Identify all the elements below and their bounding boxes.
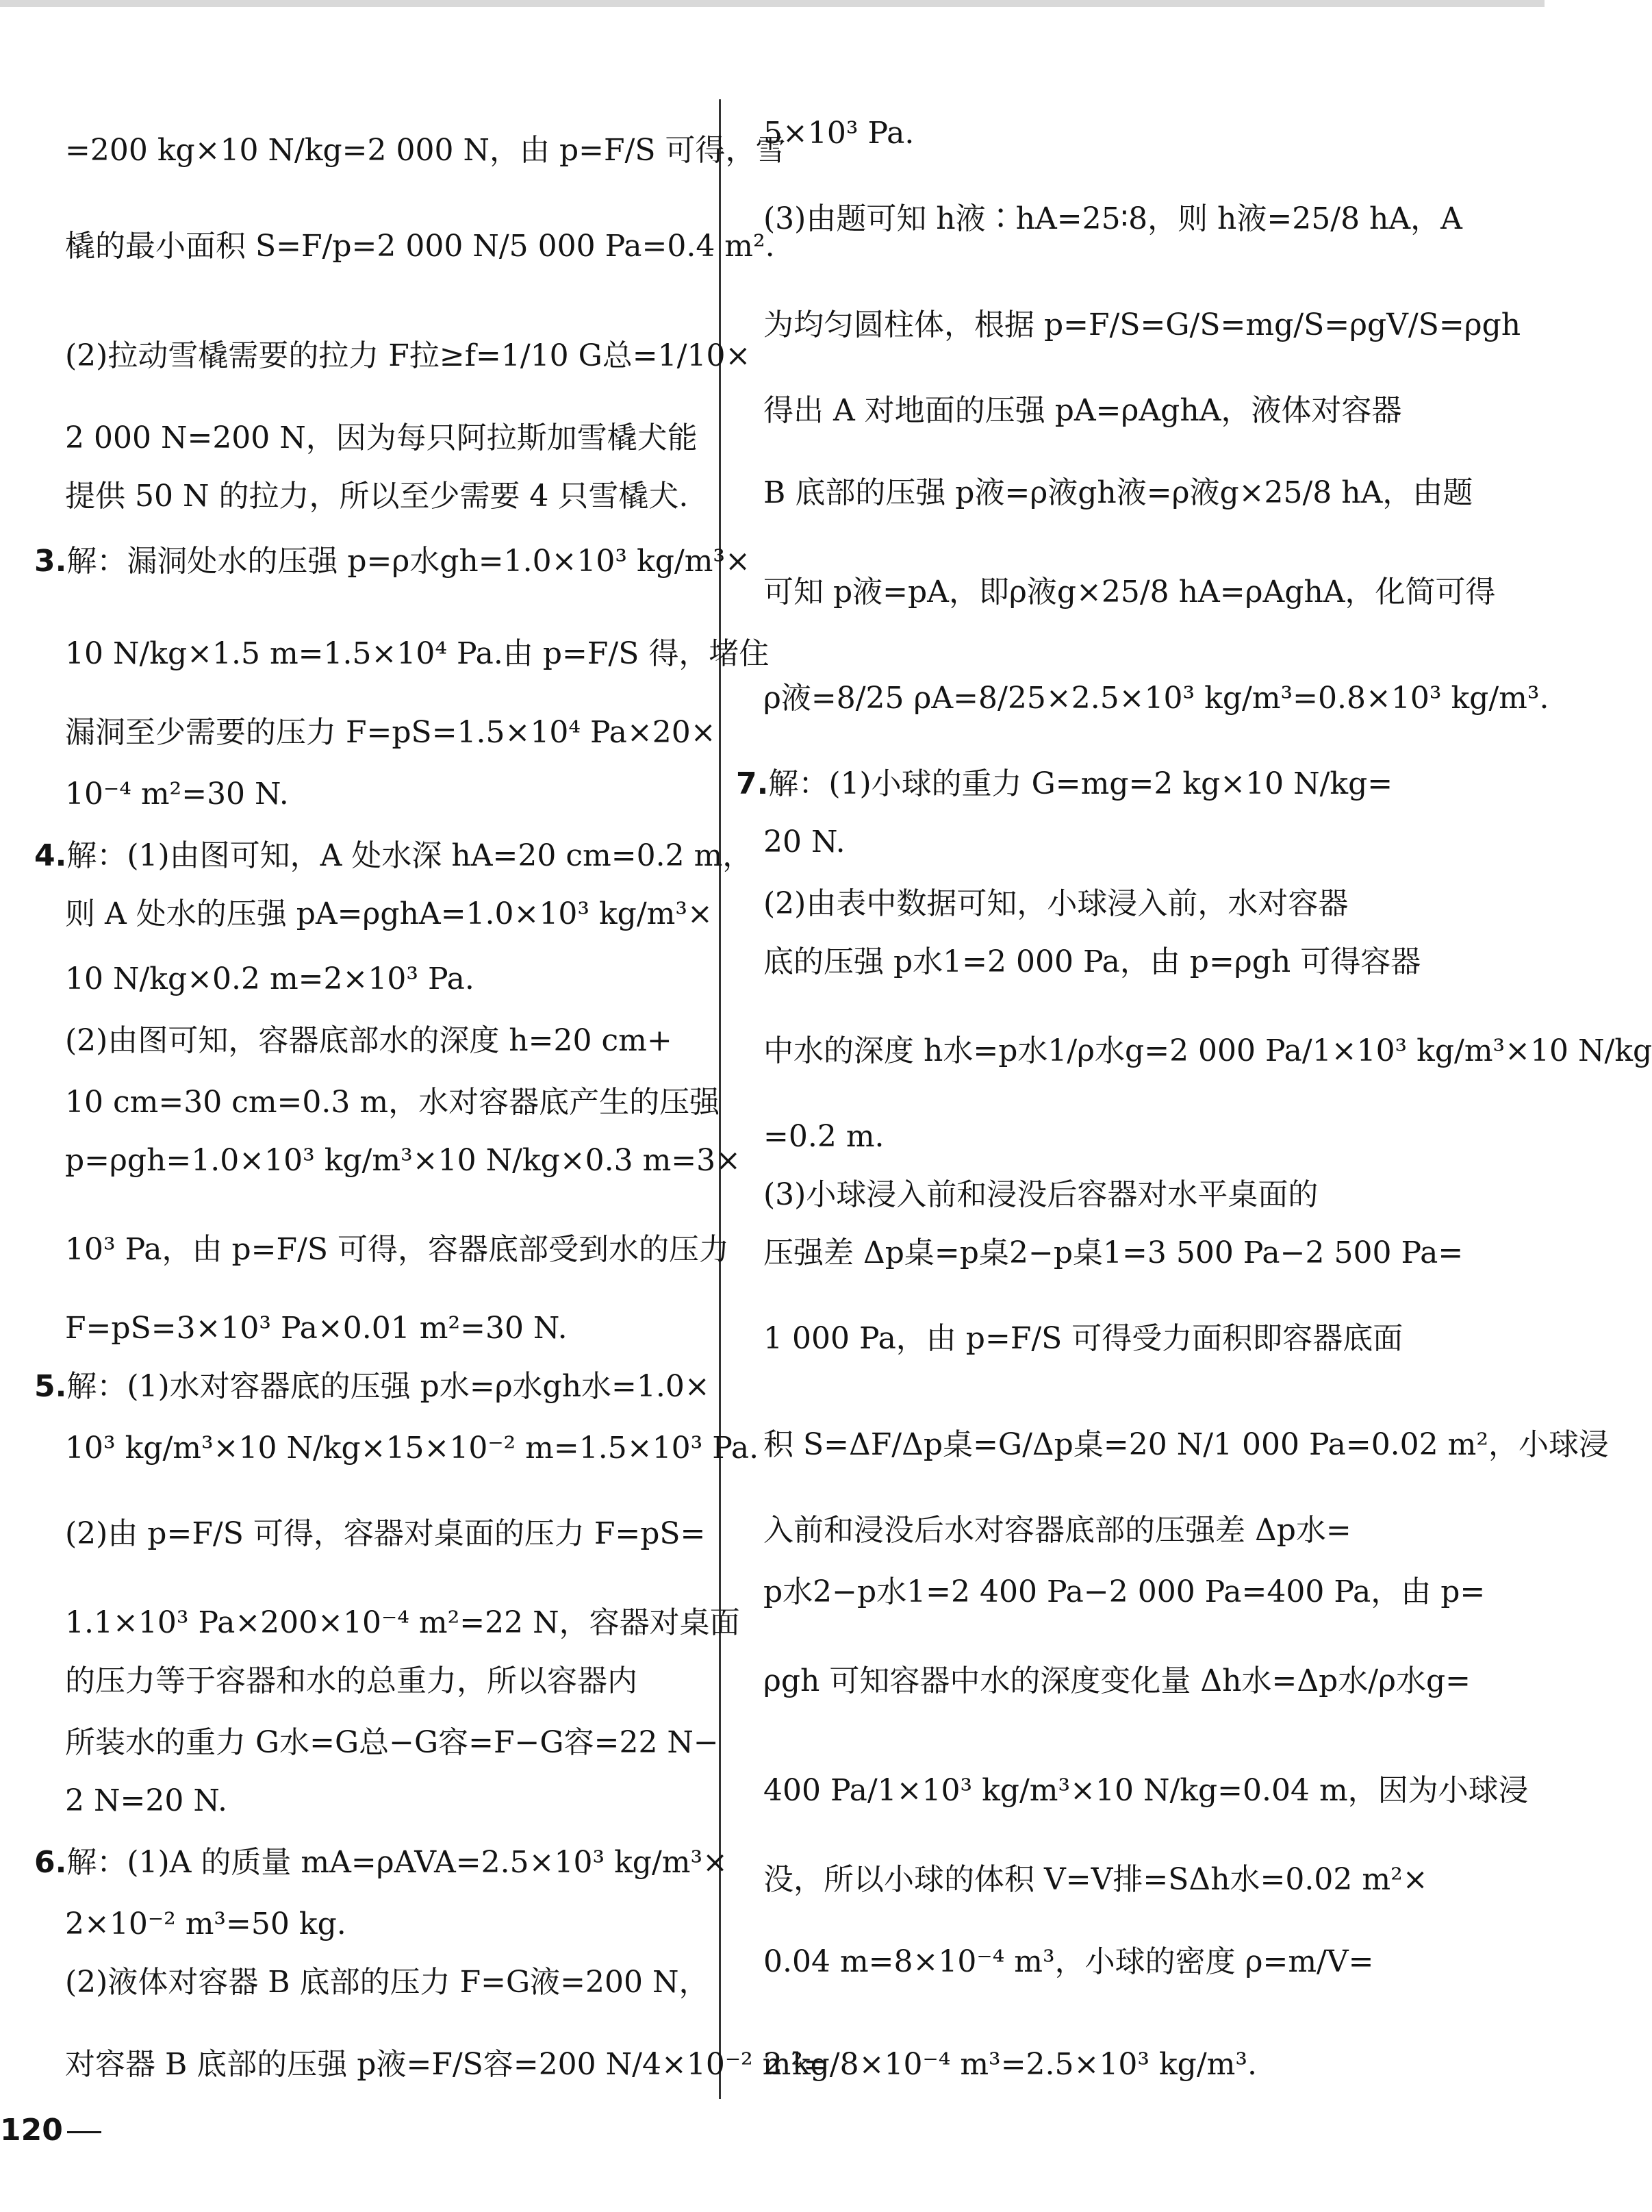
scan-top-edge	[0, 0, 1545, 7]
text-line	[65, 774, 289, 815]
text-line	[65, 1661, 637, 1702]
line-text: 橇的最小面积 S=F/p=2 000 N/5 000 Pa=0.4 m².	[65, 229, 775, 264]
line-text: 则 A 处水的压强 pA=ρghA=1.0×10³ kg/m³×	[65, 896, 713, 931]
line-text: 的压力等于容器和水的总重力，所以容器内	[65, 1663, 637, 1698]
line-text: 10³ Pa，由 p=F/S 可得，容器底部受到水的压力	[65, 1232, 729, 1267]
text-line	[65, 418, 698, 459]
line-text: 没，所以小球的体积 V=V排=SΔh水=0.02 m²×	[763, 1862, 1428, 1897]
text-line	[65, 1082, 720, 1123]
line-text: 解：(1)小球的重力 G=mg=2 kg×10 N/kg=	[768, 766, 1393, 801]
line-text: 提供 50 N 的拉力，所以至少需要 4 只雪橇犬.	[65, 479, 689, 514]
text-line	[65, 1904, 346, 1945]
line-text: 积 S=ΔF/Δp桌=G/Δp桌=20 N/1 000 Pa=0.02 m²，小球浸	[763, 1427, 1610, 1462]
line-text: 解：(1)水对容器底的压强 p水=ρ水gh水=1.0×	[66, 1369, 710, 1404]
line-text: 2 N=20 N.	[65, 1783, 227, 1818]
text-line	[763, 1859, 1428, 1900]
text-line	[65, 130, 785, 171]
line-text: 20 N.	[763, 825, 846, 859]
text-line	[34, 835, 752, 877]
text-line	[65, 1722, 719, 1763]
line-text: (2)由图可知，容器底部水的深度 h=20 cm+	[65, 1023, 672, 1058]
line-text: 所装水的重力 G水=G总−G容=F−G容=22 N−	[65, 1725, 719, 1760]
line-text: 2 kg/8×10⁻⁴ m³=2.5×10³ kg/m³.	[763, 2047, 1258, 2082]
line-text: 1 000 Pa，由 p=F/S 可得受力面积即容器底面	[763, 1321, 1403, 1356]
line-text: 1.1×10³ Pa×200×10⁻⁴ m²=22 N，容器对桌面	[65, 1605, 740, 1640]
line-text: (2)由表中数据可知，小球浸入前，水对容器	[763, 886, 1349, 921]
text-line	[763, 942, 1421, 983]
text-line	[65, 1962, 709, 2003]
line-text: 入前和浸没后水对容器底部的压强差 Δp水=	[763, 1513, 1351, 1548]
text-line	[763, 305, 1521, 346]
text-line	[763, 1233, 1463, 1274]
text-line	[763, 1510, 1351, 1551]
line-text: 10³ kg/m³×10 N/kg×15×10⁻² m=1.5×10³ Pa.	[65, 1431, 759, 1466]
text-line	[763, 113, 914, 154]
text-line	[763, 883, 1348, 925]
text-line	[763, 1318, 1403, 1359]
text-line	[763, 1174, 1318, 1216]
line-text: 10⁻⁴ m²=30 N.	[65, 777, 289, 812]
text-line	[65, 633, 769, 675]
text-line	[65, 476, 688, 517]
text-line	[763, 1661, 1471, 1702]
line-text: (3)小球浸入前和浸没后容器对水平桌面的	[763, 1177, 1319, 1212]
text-line	[763, 2044, 1257, 2085]
line-text: ρgh 可知容器中水的深度变化量 Δh水=Δp水/ρ水g=	[763, 1663, 1471, 1698]
line-text: B 底部的压强 p液=ρ液gh液=ρ液g×25/8 hA，由题	[763, 475, 1473, 510]
question-number: 4.	[34, 838, 67, 873]
line-text: 中水的深度 h水=p水1/ρ水g=2 000 Pa/1×10³ kg/m³×10 N/kg	[763, 1033, 1652, 1068]
line-text: =200 kg×10 N/kg=2 000 N，由 p=F/S 可得，雪	[65, 133, 786, 168]
line-text: 可知 p液=pA，即ρ液g×25/8 hA=ρAghA，化简可得	[763, 575, 1496, 609]
line-text: 底的压强 p水1=2 000 Pa，由 p=ρgh 可得容器	[763, 944, 1421, 979]
question-number: 5.	[34, 1369, 67, 1404]
text-line	[763, 1031, 1652, 1072]
text-line	[65, 1229, 729, 1270]
text-line	[34, 1366, 710, 1407]
text-line	[65, 1428, 759, 1469]
page-number-dash	[67, 2131, 101, 2133]
text-line	[65, 712, 716, 753]
line-text: 对容器 B 底部的压强 p液=F/S容=200 N/4×10⁻² m²=	[65, 2047, 828, 2082]
text-line	[34, 1842, 728, 1883]
line-text: 2×10⁻² m³=50 kg.	[65, 1907, 346, 1941]
text-line	[763, 1424, 1609, 1466]
text-line	[65, 1781, 227, 1822]
text-line	[763, 473, 1473, 514]
line-text: 10 N/kg×1.5 m=1.5×10⁴ Pa.由 p=F/S 得，堵住	[65, 636, 770, 671]
line-text: 得出 A 对地面的压强 pA=ρAghA，液体对容器	[763, 393, 1402, 428]
line-text: =0.2 m.	[763, 1119, 885, 1154]
page-number	[0, 2113, 101, 2148]
line-text: F=pS=3×10³ Pa×0.01 m²=30 N.	[65, 1311, 568, 1346]
line-text: 400 Pa/1×10³ kg/m³×10 N/kg=0.04 m，因为小球浸	[763, 1773, 1529, 1808]
text-line	[65, 1020, 672, 1061]
line-text: 5×10³ Pa.	[763, 116, 915, 151]
text-line	[65, 1513, 705, 1555]
text-line	[65, 959, 474, 1000]
line-text: p水2−p水1=2 400 Pa−2 000 Pa=400 Pa，由 p=	[763, 1574, 1486, 1609]
line-text: ρ液=8/25 ρA=8/25×2.5×10³ kg/m³=0.8×10³ kg/m³.	[763, 681, 1549, 716]
question-number: 3.	[34, 544, 67, 579]
line-text: (2)液体对容器 B 底部的压力 F=G液=200 N，	[65, 1965, 709, 2000]
line-text: 0.04 m=8×10⁻⁴ m³，小球的密度 ρ=m/V=	[763, 1944, 1374, 1979]
line-text: (2)由 p=F/S 可得，容器对桌面的压力 F=pS=	[65, 1516, 706, 1551]
text-line	[65, 1308, 568, 1349]
line-text: 压强差 Δp桌=p桌2−p桌1=3 500 Pa−2 500 Pa=	[763, 1235, 1464, 1270]
text-line	[763, 1770, 1529, 1811]
text-line	[763, 390, 1401, 431]
line-text: 解：漏洞处水的压强 p=ρ水gh=1.0×10³ kg/m³×	[66, 544, 750, 579]
line-text: (2)拉动雪橇需要的拉力 F拉≥f=1/10 G总=1/10×	[65, 338, 751, 373]
text-line	[763, 1941, 1374, 1983]
line-text: 漏洞至少需要的压力 F=pS=1.5×10⁴ Pa×20×	[65, 715, 716, 750]
line-text: 10 N/kg×0.2 m=2×10³ Pa.	[65, 962, 474, 996]
text-line	[763, 1116, 885, 1157]
line-text: (3)由题可知 h液∶hA=25∶8，则 h液=25/8 hA，A	[763, 201, 1462, 236]
question-number: 6.	[34, 1845, 67, 1880]
page-number-text: 120	[0, 2113, 63, 2148]
line-text: 为均匀圆柱体，根据 p=F/S=G/S=mg/S=ρgV/S=ρgh	[763, 307, 1521, 342]
line-text: p=ρgh=1.0×10³ kg/m³×10 N/kg×0.3 m=3×	[65, 1143, 741, 1178]
question-number: 7.	[736, 766, 769, 801]
text-line	[763, 1572, 1485, 1613]
text-line	[34, 541, 750, 582]
text-line	[65, 1603, 740, 1644]
text-line	[65, 226, 775, 267]
line-text: 2 000 N=200 N，因为每只阿拉斯加雪橇犬能	[65, 420, 698, 455]
text-line	[763, 678, 1549, 719]
text-line	[65, 2044, 828, 2085]
line-text: 10 cm=30 cm=0.3 m，水对容器底产生的压强	[65, 1085, 720, 1120]
line-text: 解：(1)由图可知，A 处水深 hA=20 cm=0.2 m，	[66, 838, 753, 873]
text-line	[65, 336, 750, 377]
text-line	[65, 894, 713, 935]
text-line	[763, 199, 1462, 240]
text-line	[65, 1140, 741, 1181]
text-line	[736, 764, 1393, 805]
text-line	[763, 822, 846, 863]
text-line	[763, 572, 1496, 613]
line-text: 解：(1)A 的质量 mA=ρAVA=2.5×10³ kg/m³×	[66, 1845, 728, 1880]
